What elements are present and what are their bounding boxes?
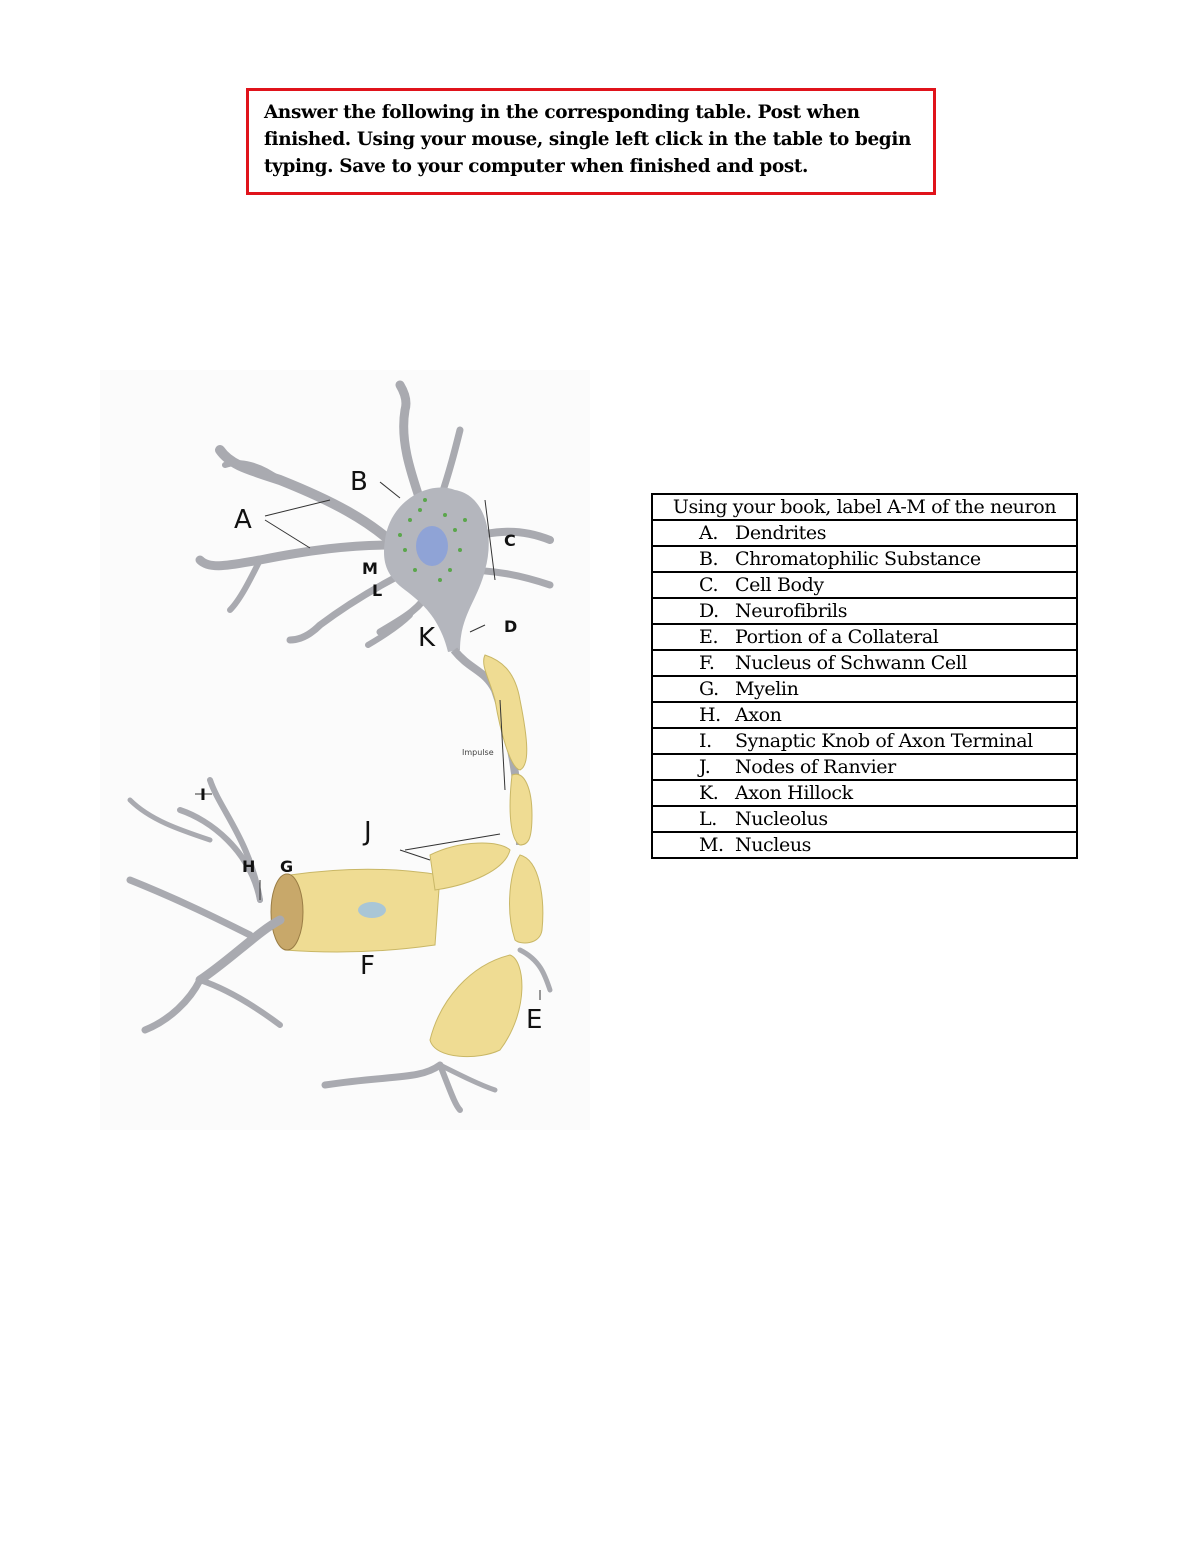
row-letter: H. — [699, 704, 721, 726]
row-answer[interactable]: Neurofibrils — [735, 600, 848, 622]
label-g: G — [280, 857, 294, 876]
row-letter: L. — [699, 808, 717, 830]
label-e: E — [526, 1005, 543, 1035]
table-row[interactable] — [652, 780, 1077, 806]
table-row[interactable] — [652, 754, 1077, 780]
row-answer[interactable]: Nucleolus — [735, 808, 828, 830]
row-letter: J. — [699, 756, 711, 778]
label-i: I — [200, 785, 206, 804]
row-answer[interactable]: Nucleus — [735, 834, 812, 856]
instructions-line-2: finished. Using your mouse, single left click in the table to begin — [264, 129, 911, 150]
label-m: M — [362, 559, 378, 578]
row-answer[interactable]: Nucleus of Schwann Cell — [735, 652, 968, 674]
table-row[interactable] — [652, 624, 1077, 650]
table-row[interactable] — [652, 702, 1077, 728]
instructions-line-3: typing. Save to your computer when finished and post. — [264, 156, 809, 177]
nucleus-shape — [416, 526, 448, 566]
answer-table[interactable] — [651, 493, 1078, 859]
label-l: L — [372, 581, 383, 600]
row-answer[interactable]: Nodes of Ranvier — [735, 756, 896, 778]
row-answer[interactable]: Axon Hillock — [735, 782, 853, 804]
table-row[interactable] — [652, 546, 1077, 572]
table-row[interactable] — [652, 650, 1077, 676]
table-row[interactable] — [652, 598, 1077, 624]
axon-cross-section — [271, 874, 303, 950]
row-letter: D. — [699, 600, 719, 622]
label-d: D — [504, 617, 518, 636]
label-f: F — [360, 951, 375, 981]
neuron-diagram — [100, 370, 590, 1130]
table-row[interactable] — [652, 806, 1077, 832]
row-answer[interactable]: Synaptic Knob of Axon Terminal — [735, 730, 1033, 752]
instructions-box — [246, 88, 936, 195]
table-row[interactable] — [652, 520, 1077, 546]
neuron-illustration — [100, 370, 590, 1130]
row-letter: I. — [699, 730, 712, 752]
row-letter: F. — [699, 652, 715, 674]
row-answer[interactable]: Dendrites — [735, 522, 827, 544]
table-row[interactable] — [652, 676, 1077, 702]
row-letter: A. — [699, 522, 718, 544]
row-answer[interactable]: Cell Body — [735, 574, 824, 596]
label-k: K — [418, 623, 436, 653]
row-letter: M. — [699, 834, 724, 856]
row-letter: C. — [699, 574, 719, 596]
row-answer[interactable]: Axon — [735, 704, 782, 726]
label-a: A — [234, 505, 252, 535]
label-c: C — [504, 531, 516, 550]
table-header: Using your book, label A-M of the neuron — [652, 494, 1077, 520]
row-letter: E. — [699, 626, 719, 648]
row-letter: B. — [699, 548, 719, 570]
row-letter: K. — [699, 782, 719, 804]
label-b: B — [350, 467, 368, 497]
table-row[interactable] — [652, 832, 1077, 858]
row-answer[interactable]: Portion of a Collateral — [735, 626, 939, 648]
row-letter: G. — [699, 678, 719, 700]
row-answer[interactable]: Myelin — [735, 678, 799, 700]
table-row[interactable] — [652, 572, 1077, 598]
row-answer[interactable]: Chromatophilic Substance — [735, 548, 981, 570]
impulse-label: Impulse — [462, 748, 494, 757]
label-h: H — [242, 857, 256, 876]
table-row[interactable] — [652, 728, 1077, 754]
label-j: J — [364, 817, 372, 847]
instructions-line-1: Answer the following in the corresponding table. Post when — [264, 102, 860, 123]
